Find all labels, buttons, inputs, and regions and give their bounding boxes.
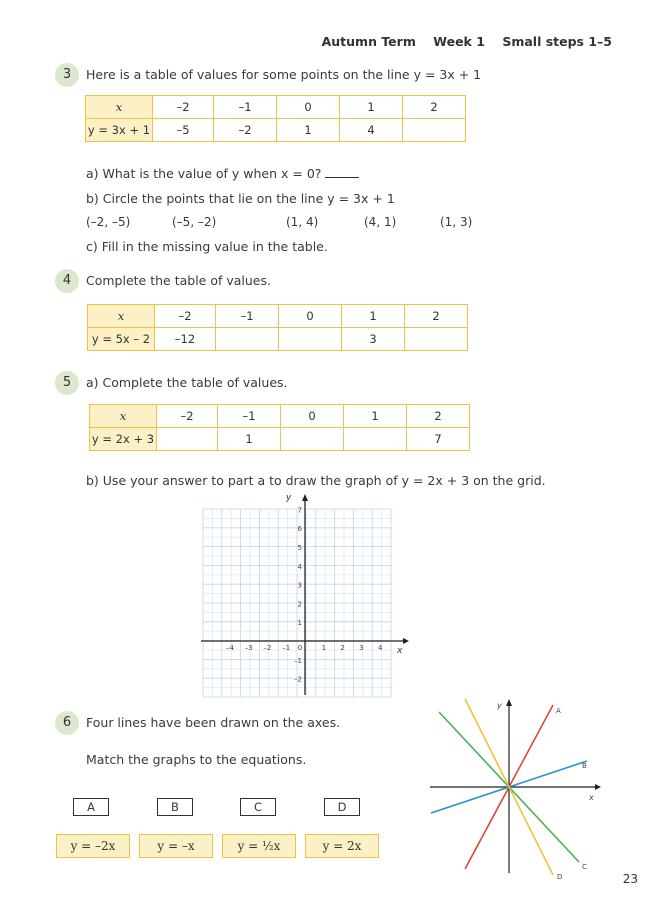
y-tick-label: –1 — [294, 656, 302, 665]
q5-cell: 7 — [407, 428, 470, 451]
q4-prompt: Complete the table of values. — [86, 273, 271, 288]
y-axis-label: y — [286, 493, 292, 503]
q5-table — [89, 404, 470, 451]
y-tick-label: 1 — [297, 619, 302, 628]
page-header: Autumn Term Week 1 Small steps 1–5 — [321, 34, 612, 49]
x-tick-label: 3 — [359, 644, 364, 652]
y-axis-arrow — [302, 494, 308, 501]
y-tick-label: 5 — [297, 544, 302, 552]
q3-cell: 1 — [277, 119, 340, 142]
q5-answer-cell[interactable] — [157, 428, 218, 451]
q5-table-row-y — [90, 428, 470, 451]
q4-table-row-y — [88, 328, 468, 351]
q5-answer-cell[interactable] — [281, 428, 344, 451]
q3-table — [85, 95, 466, 142]
question-6-number: 6 — [55, 711, 79, 735]
q3-prompt: Here is a table of values for some points on the line y = 3x + 1 — [86, 67, 482, 82]
q3-part-b: b) Circle the points that lie on the line y = 3x + 1 — [86, 191, 395, 206]
y-tick-label: 6 — [297, 525, 302, 534]
graph-label-b[interactable]: B — [157, 798, 193, 816]
x-tick-label: –2 — [263, 644, 272, 652]
q3-cell: –1 — [214, 96, 277, 119]
y-tick-label: 7 — [297, 506, 302, 515]
q4-cell: 2 — [405, 305, 468, 328]
q4-answer-cell[interactable] — [216, 328, 279, 351]
q5-part-a: a) Complete the table of values. — [86, 375, 288, 390]
q3-cell: –2 — [153, 96, 214, 119]
q4-cell: y = 5x – 2 — [88, 328, 155, 351]
q3-cell: 0 — [277, 96, 340, 119]
x-tick-label: 2 — [340, 644, 345, 652]
x-axis-arrow — [403, 638, 409, 644]
page-number: 23 — [622, 872, 638, 886]
equation-box[interactable]: y = –2x — [56, 834, 130, 858]
q6-axes-graph — [425, 695, 610, 883]
q5-answer-cell[interactable] — [344, 428, 407, 451]
q4-cell: –1 — [216, 305, 279, 328]
graph-label-c[interactable]: C — [240, 798, 276, 816]
q3-table-row-x — [86, 96, 466, 119]
q5-table-row-x — [90, 405, 470, 428]
x-tick-label: 4 — [377, 644, 383, 652]
question-3-number: 3 — [55, 63, 79, 87]
q3-cell: y = 3x + 1 — [86, 119, 153, 142]
equation-box[interactable]: y = ½x — [222, 834, 296, 858]
x-axis-label: x — [589, 793, 594, 802]
y-axis-arrow — [506, 699, 512, 706]
q5-cell: 1 — [344, 405, 407, 428]
q3-cell: –5 — [153, 119, 214, 142]
equation-box[interactable]: y = 2x — [305, 834, 379, 858]
q5-cell: y = 2x + 3 — [90, 428, 157, 451]
x-tick-label: 0 — [297, 644, 303, 652]
q4-cell: 3 — [342, 328, 405, 351]
x-tick-label: –1 — [282, 644, 291, 652]
q5-cell: –1 — [218, 405, 281, 428]
q3-part-c: c) Fill in the missing value in the table. — [86, 239, 328, 254]
equation-box[interactable]: y = –x — [139, 834, 213, 858]
x-axis-label: x — [397, 646, 403, 656]
q4-cell: –12 — [155, 328, 216, 351]
x-tick-label: –3 — [244, 644, 253, 652]
q3-cell: 2 — [403, 96, 466, 119]
q3-cell: 1 — [340, 96, 403, 119]
y-tick-label: 4 — [297, 562, 302, 571]
q6-instruction: Match the graphs to the equations. — [86, 752, 307, 767]
q3-point[interactable]: (–5, –2) — [172, 215, 217, 229]
line-label-c: C — [582, 863, 587, 871]
q6-prompt: Four lines have been drawn on the axes. — [86, 715, 341, 730]
q3-point[interactable]: (4, 1) — [364, 215, 397, 229]
q3-cell: x — [86, 96, 153, 119]
question-5-number: 5 — [55, 371, 79, 395]
y-axis-label: y — [497, 701, 502, 710]
q4-table-row-x — [88, 305, 468, 328]
question-4-number: 4 — [55, 269, 79, 293]
q3-point[interactable]: (1, 4) — [286, 215, 319, 229]
q5-cell: 0 — [281, 405, 344, 428]
x-tick-label: 1 — [321, 644, 327, 652]
q3-part-a-text: a) What is the value of y when x = 0? — [86, 166, 322, 181]
q4-answer-cell[interactable] — [279, 328, 342, 351]
q5-cell: x — [90, 405, 157, 428]
q3-point[interactable]: (1, 3) — [440, 215, 473, 229]
q3-answer-cell[interactable] — [403, 119, 466, 142]
line-label-a: A — [556, 707, 561, 715]
graph-label-d[interactable]: D — [324, 798, 360, 816]
line-label-d: D — [557, 873, 563, 881]
q4-cell: x — [88, 305, 155, 328]
q5-cell: 2 — [407, 405, 470, 428]
x-axis-arrow — [595, 784, 601, 790]
q4-cell: –2 — [155, 305, 216, 328]
q5-graph-grid[interactable] — [195, 492, 410, 702]
q5-cell: 1 — [218, 428, 281, 451]
q3-table-row-y — [86, 119, 466, 142]
q5-part-b: b) Use your answer to part a to draw the graph of y = 2x + 3 on the grid. — [86, 473, 546, 488]
q5-cell: –2 — [157, 405, 218, 428]
y-tick-label: –2 — [294, 675, 302, 684]
q4-cell: 1 — [342, 305, 405, 328]
q4-cell: 0 — [279, 305, 342, 328]
q3-cell: –2 — [214, 119, 277, 142]
q3-cell: 4 — [340, 119, 403, 142]
x-tick-label: –4 — [225, 644, 234, 652]
q3-point[interactable]: (–2, –5) — [86, 215, 131, 229]
q4-table — [87, 304, 468, 351]
q4-answer-cell[interactable] — [405, 328, 468, 351]
q3-answer-line[interactable] — [325, 176, 359, 178]
y-tick-label: 3 — [297, 581, 302, 590]
graph-label-a[interactable]: A — [73, 798, 109, 816]
y-tick-label: 2 — [297, 600, 302, 609]
q3-part-a — [86, 166, 359, 181]
line-label-b: B — [582, 762, 587, 770]
